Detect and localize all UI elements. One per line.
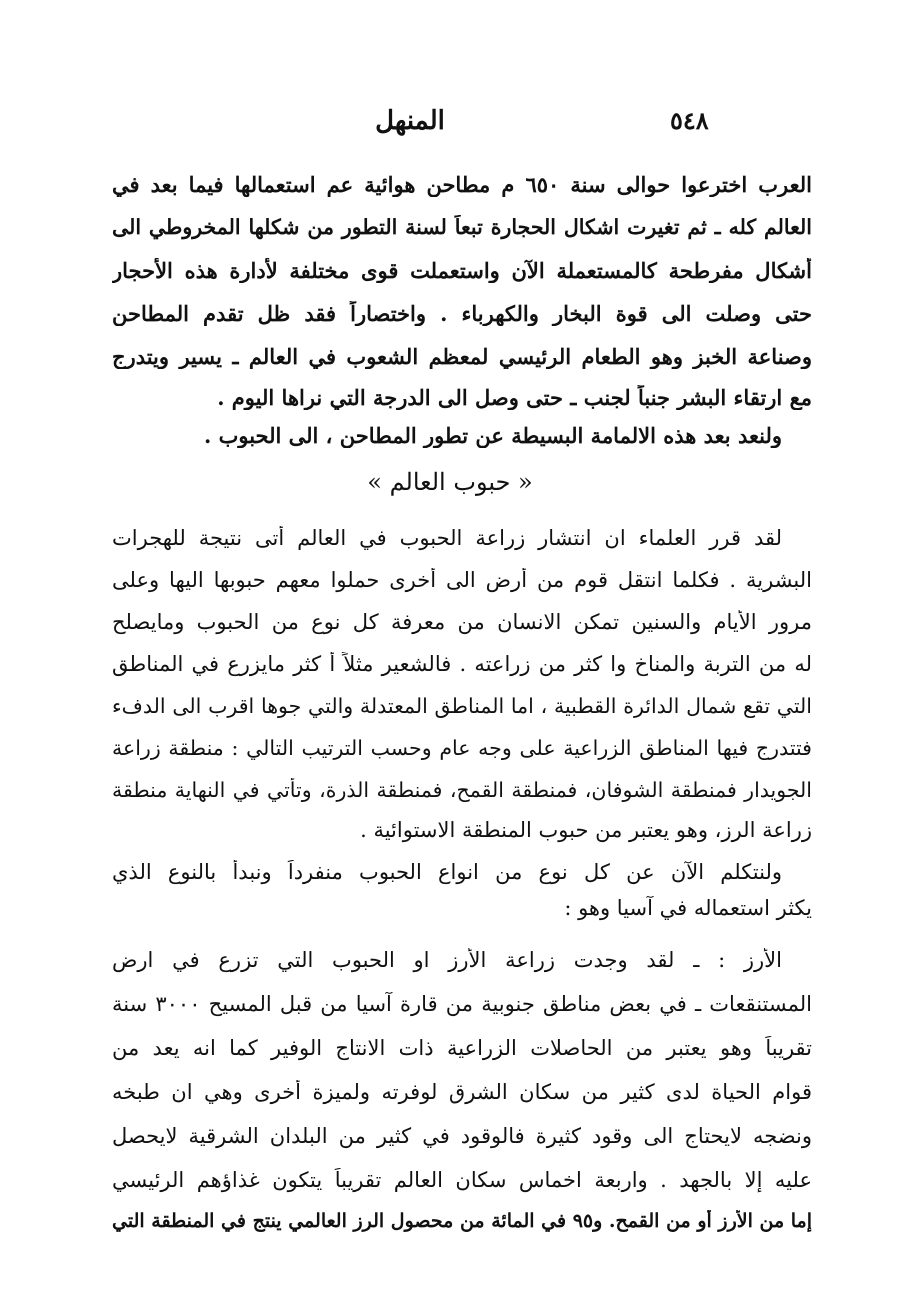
text-line: يكثر استعماله في آسيا وهو : <box>564 896 812 920</box>
text-line: العرب اخترعوا حوالى سنة ٦٥٠ م مطاحن هوائية عم استعمالها فيما بعد في <box>112 172 812 197</box>
text-line: الجويدار فمنطقة الشوفان، فمنطقة القمح، فمنطقة الذرة، وتأتي في النهاية منطقة <box>112 778 812 802</box>
section-heading: « حبوب العالم » <box>367 468 533 496</box>
text-line: العالم كله ـ ثم تغيرت اشكال الحجارة تبعاً لسنة التطور من شكلها المخروطي الى <box>112 215 812 239</box>
text-line: مرور الأيام والسنين تمكن الانسان من معرفة كل نوع من الحبوب ومايصلح <box>112 610 812 634</box>
text-line: عليه إلا بالجهد . واربعة اخماس سكان العالم تقريباً يتكون غذاؤهم الرئيسي <box>112 1168 812 1192</box>
text-line: حتى وصلت الى قوة البخار والكهرباء . واختصاراً فقد ظل تقدم المطاحن <box>112 301 812 326</box>
text-line: فتتدرج فيها المناطق الزراعية على وجه عام وحسب الترتيب التالي : منطقة زراعة <box>112 736 812 760</box>
text-line: التي تقع شمال الدائرة القطبية ، اما المناطق المعتدلة والتي جوها اقرب الى الدفء <box>112 694 812 718</box>
text-line: الأرز : ـ لقد وجدت زراعة الأرز او الحبوب التي تزرع في ارض <box>112 948 782 972</box>
text-line: ونضجه لايحتاج الى وقود كثيرة فالوقود في كثير من البلدان الشرقية لايحصل <box>112 1124 812 1148</box>
text-line: ولنعد بعد هذه الالمامة البسيطة عن تطور المطاحن ، الى الحبوب . <box>203 423 782 448</box>
text-line: المستنقعات ـ في بعض مناطق جنوبية من قارة آسيا من قبل المسيح ٣٠٠٠ سنة <box>112 992 812 1016</box>
page-header <box>150 106 710 146</box>
text-line: وصناعة الخبز وهو الطعام الرئيسي لمعظم الشعوب في العالم ـ يسير ويتدرج <box>112 344 812 369</box>
text-line: زراعة الرز، وهو يعتبر من حبوب المنطقة الاستوائية . <box>360 818 812 842</box>
running-title: المنهل <box>375 106 445 136</box>
text-line: تقريباً وهو يعتبر من الحاصلات الزراعية ذات الانتاج الوفير كما انه يعد من <box>112 1036 812 1060</box>
text-line: أشكال مفرطحة كالمستعملة الآن واستعملت قوى مختلفة لأدارة هذه الأحجار <box>112 258 812 283</box>
text-line: ولنتكلم الآن عن كل نوع من انواع الحبوب منفرداً ونبدأ بالنوع الذي <box>112 860 782 884</box>
text-line: قوام الحياة لدى كثير من سكان الشرق لوفرته ولميزة أخرى وهي ان طبخه <box>112 1080 812 1104</box>
text-line: لقد قرر العلماء ان انتشار زراعة الحبوب في العالم أتى نتيجة للهجرات <box>112 526 782 550</box>
text-line: البشرية . فكلما انتقل قوم من أرض الى أخرى حملوا معهم حبوبها اليها وعلى <box>112 568 812 592</box>
page-number: ٥٤٨ <box>670 106 709 135</box>
text-line: له من التربة والمناخ وا كثر من زراعته . فالشعير مثلاً أ كثر مايزرع في المناطق <box>112 652 812 676</box>
text-line: إما من الأرز أو من القمح. و٩٥ في المائة من محصول الرز العالمي ينتج في المنطقة التي <box>112 1210 812 1232</box>
text-line: مع ارتقاء البشر جنباً لجنب ـ حتى وصل الى الدرجة التي نراها اليوم . <box>217 385 812 410</box>
